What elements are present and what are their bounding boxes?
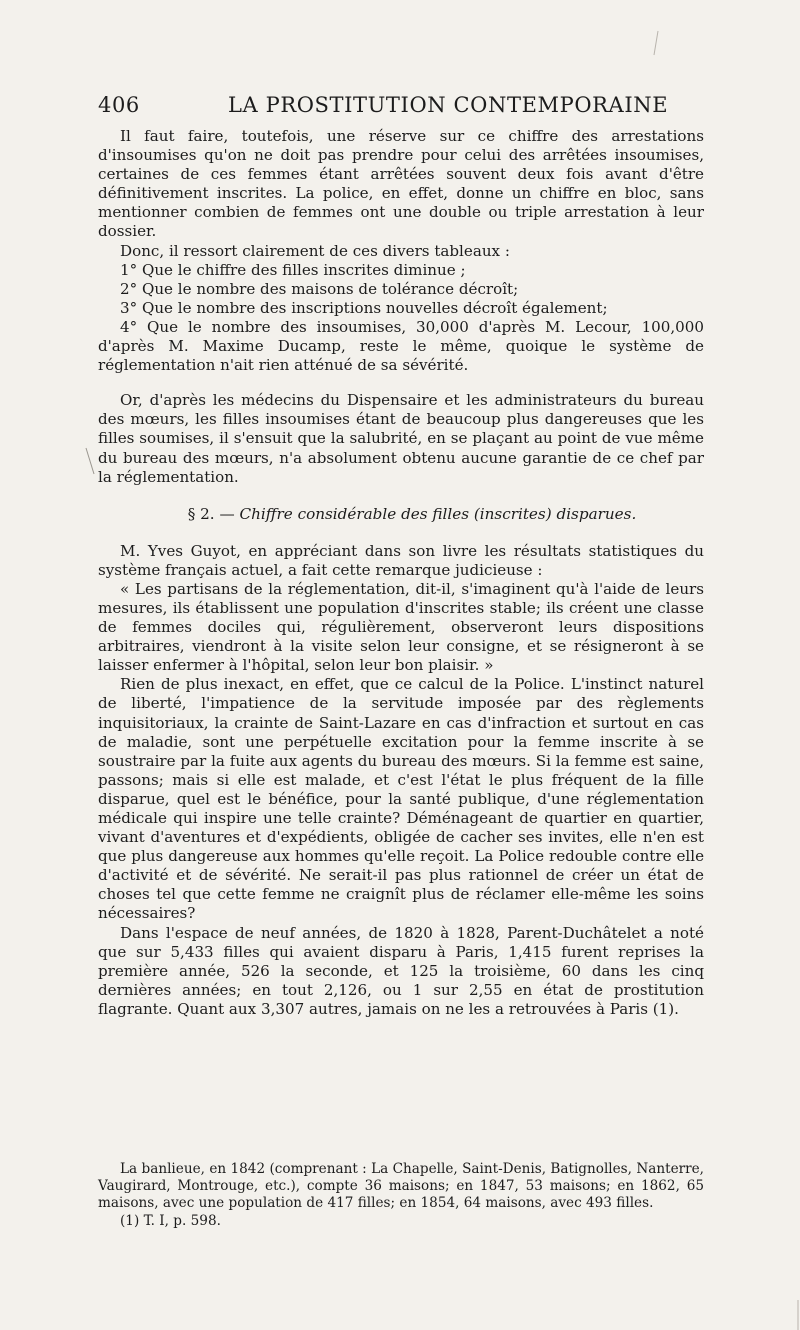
- footnotes: [98, 1161, 704, 1230]
- paragraph: M. Yves Guyot, en appréciant dans son livre les résultats statistiques du système français actuel, a fait cette remarque judicieuse :: [98, 541, 704, 579]
- footnote: La banlieue, en 1842 (comprenant : La Chapelle, Saint-Denis, Batignolles, Nanterre, Vaugirard, Montrouge, etc.), compte 36 maisons; en 1847, 53 maisons; en 1862, 65 maisons, avec une population de 417 filles; en 1854, 64 maisons, avec 493 filles.: [98, 1161, 704, 1212]
- margin-mark: [84, 447, 96, 475]
- paragraph: Il faut faire, toutefois, une réserve sur ce chiffre des arrestations d'insoumises qu'on ne doit pas prendre pour celui des arrêtées insoumises, certaines de ces femmes étant arrêtées souvent deux fois avant d'être définitivement inscrites. La police, en effet, donne un chiffre en bloc, sans mentionner combien de femmes ont une double ou triple arrestation à leur dossier.: [98, 127, 704, 241]
- section-heading: [98, 505, 704, 524]
- list-item: 3° Que le nombre des inscriptions nouvelles décroît également;: [120, 298, 608, 317]
- edge-mark: [796, 1300, 800, 1330]
- main-text: [98, 127, 704, 1019]
- paragraph: Or, d'après les médecins du Dispensaire et les administrateurs du bureau des mœurs, les filles insoumises étant de beaucoup plus dangereuses que les filles soumises, il s'ensuit que la salubrité, en se plaçant au point de vue même du bureau des mœurs, n'a absolument obtenu aucune garantie de ce chef par la réglementation.: [98, 391, 704, 486]
- list-item: 2° Que le nombre des maisons de tolérance décroît;: [120, 279, 519, 298]
- paragraph: Donc, il ressort clairement de ces divers tableaux :: [120, 241, 510, 260]
- footnote: (1) T. I, p. 598.: [120, 1212, 221, 1229]
- paragraph: Dans l'espace de neuf années, de 1820 à 1828, Parent-Duchâtelet a noté que sur 5,433 filles qui avaient disparu à Paris, 1,415 furent reprises la première année, 526 la seconde, et 125 la troisième, 60 dans les cinq dernières années; en tout 2,126, ou 1 sur 2,55 en état de prostitution flagrante. Quant aux 3,307 autres, jamais on ne les a retrouvées à Paris (1).: [98, 923, 704, 1018]
- section-title: Chiffre considérable des filles (inscrites) disparues.: [239, 504, 637, 523]
- running-header: [98, 93, 703, 119]
- page-number: 406: [98, 93, 140, 117]
- section-number: § 2. —: [187, 504, 235, 523]
- paragraph: Rien de plus inexact, en effet, que ce calcul de la Police. L'instinct naturel de liberté, l'impatience de la servitude imposée par des règlements inquisitoriaux, la crainte de Saint-Lazare en cas d'infraction et surtout en cas de maladie, sont une perpétuelle excitation pour la femme inscrite à se soustraire par la fuite aux agents du bureau des mœurs. Si la femme est saine, passons; mais si elle est malade, et c'est l'état le plus fréquent de la fille disparue, quel est le bénéfice, pour la santé publique, d'une réglementation médicale qui inspire une telle crainte? Déménageant de quartier en quartier, vivant d'aventures et d'expédients, obligée de cacher ses invites, elle n'en est que plus dangereuse aux hommes qu'elle reçoit. La Police redouble contre elle d'activité et de sévérité. Ne serait-il pas plus rationnel de créer un état de choses tel que cette femme ne craignît plus de réclamer elle-même les soins nécessaires?: [98, 675, 704, 923]
- running-title: LA PROSTITUTION CONTEMPORAINE: [228, 93, 669, 117]
- list-item: 4° Que le nombre des insoumises, 30,000 d'après M. Lecour, 100,000 d'après M. Maxime Ducamp, reste le même, quoique le système de réglementation n'ait rien atténué de sa sévérité.: [98, 317, 704, 375]
- margin-pencil-mark: [652, 30, 660, 56]
- list-item: 1° Que le chiffre des filles inscrites diminue ;: [120, 260, 466, 279]
- quotation: « Les partisans de la réglementation, dit-il, s'imaginent qu'à l'aide de leurs mesures, ils établissent une population d'inscrites stable; ils créent une classe de femmes dociles qui, régulièrement, observeront leurs dispositions arbitraires, viendront à la visite selon leur consigne, et se résigneront à se laisser enfermer à l'hôpital, selon leur bon plaisir. »: [98, 579, 704, 675]
